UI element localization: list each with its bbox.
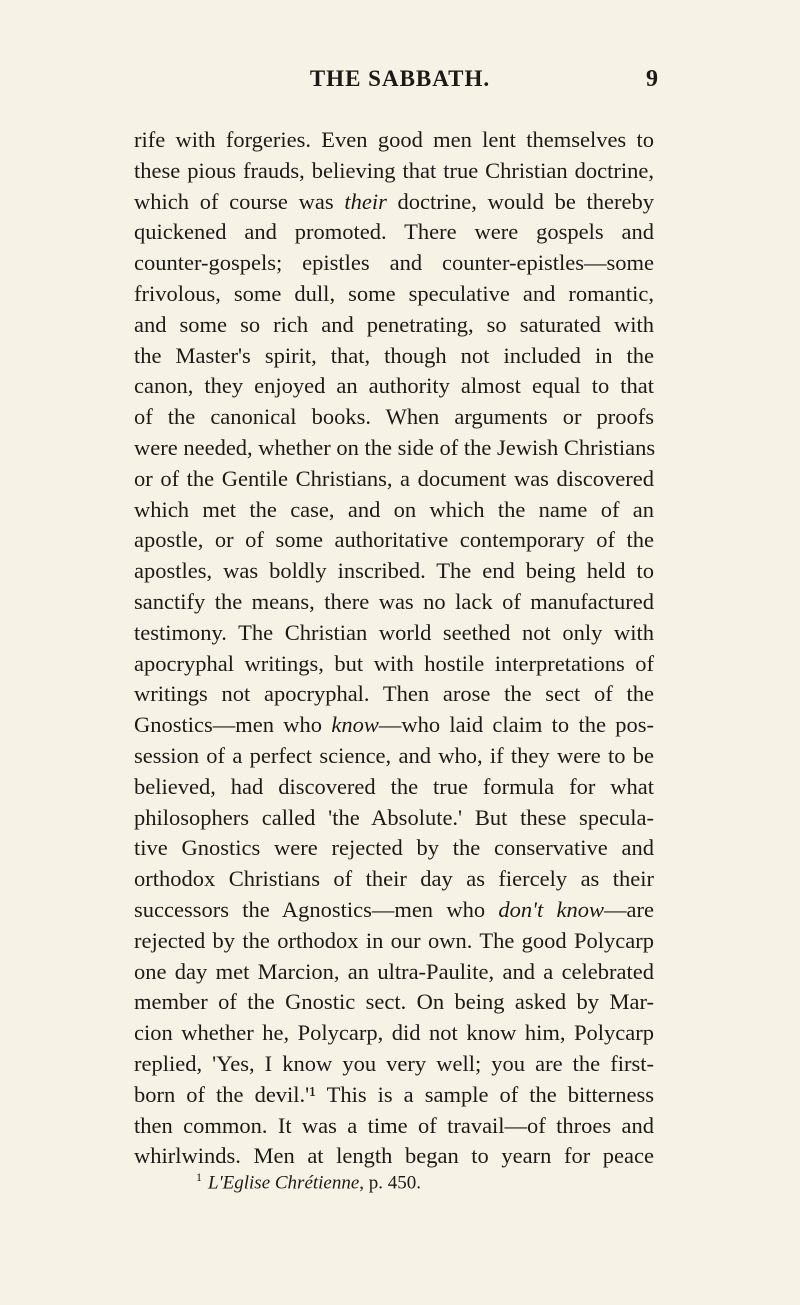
text-line: which met the case, and on which the name of an bbox=[134, 496, 654, 522]
text-line: canon, they enjoyed an authority almost equal to that bbox=[134, 373, 654, 399]
text-line: which of course was their doctrine, would be thereby bbox=[134, 188, 654, 214]
running-title: THE SABBATH. bbox=[309, 66, 491, 91]
text-line: writings not apocryphal. Then arose the sect of the bbox=[134, 681, 654, 707]
text-line: born of the devil.'¹ This is a sample of the bitterness bbox=[134, 1081, 654, 1107]
text-line: apostle, or of some authoritative contemporary of the bbox=[134, 527, 654, 553]
text-line: whirlwinds. Men at length began to yearn for peace bbox=[134, 1143, 654, 1169]
footnote-title: L'Eglise Chrétienne bbox=[208, 1172, 360, 1194]
text-line: then common. It was a time of travail—of throes and bbox=[134, 1112, 654, 1138]
text-line: testimony. The Christian world seethed not only with bbox=[134, 619, 654, 645]
text-line: Gnostics—men who know—who laid claim to the pos- bbox=[134, 712, 654, 738]
text-line: apocryphal writings, but with hostile interpretations of bbox=[134, 650, 654, 676]
text-line: philosophers called 'the Absolute.' But these specula- bbox=[134, 804, 654, 830]
text-line: or of the Gentile Christians, a document was discovered bbox=[134, 465, 654, 491]
text-line: successors the Agnostics—men who don't know—are bbox=[134, 896, 654, 922]
text-line: and some so rich and penetrating, so saturated with bbox=[134, 311, 654, 337]
text-line: rife with forgeries. Even good men lent themselves to bbox=[134, 127, 654, 152]
text-line: were needed, whether on the side of the Jewish Christians bbox=[134, 434, 656, 460]
text-line: these pious frauds, believing that true Christian doctrine, bbox=[134, 157, 654, 183]
footnote bbox=[196, 1165, 421, 1195]
text-line: member of the Gnostic sect. On being asked by Mar- bbox=[134, 989, 654, 1015]
text-line: frivolous, some dull, some speculative and romantic, bbox=[134, 280, 654, 306]
text-line: counter-gospels; epistles and counter-epistles—some bbox=[134, 250, 654, 276]
text-line: cion whether he, Polycarp, did not know him, Polycarp bbox=[134, 1020, 654, 1046]
text-line: the Master's spirit, that, though not included in the bbox=[134, 342, 654, 368]
text-line: apostles, was boldly inscribed. The end being held to bbox=[134, 558, 654, 584]
page-number: 9 bbox=[646, 66, 658, 92]
text-line: replied, 'Yes, I know you very well; you are the first- bbox=[134, 1050, 654, 1076]
footnote-reference: , p. 450. bbox=[359, 1172, 422, 1194]
text-line: rejected by the orthodox in our own. The good Polycarp bbox=[134, 927, 654, 953]
text-line: sanctify the means, there was no lack of manufactured bbox=[134, 588, 654, 614]
text-line: orthodox Christians of their day as fiercely as their bbox=[134, 866, 654, 892]
text-line: of the canonical books. When arguments or proofs bbox=[134, 404, 654, 430]
text-line: session of a perfect science, and who, if they were to be bbox=[134, 742, 654, 768]
text-line: believed, had discovered the true formula for what bbox=[134, 773, 654, 799]
text-line: tive Gnostics were rejected by the conservative and bbox=[134, 835, 654, 861]
text-line: one day met Marcion, an ultra-Paulite, and a celebrated bbox=[134, 958, 654, 984]
footnote-marker: 1 bbox=[196, 1170, 202, 1184]
body-text bbox=[134, 125, 654, 1172]
running-head bbox=[0, 66, 800, 102]
text-line: quickened and promoted. There were gospels and bbox=[134, 219, 654, 245]
